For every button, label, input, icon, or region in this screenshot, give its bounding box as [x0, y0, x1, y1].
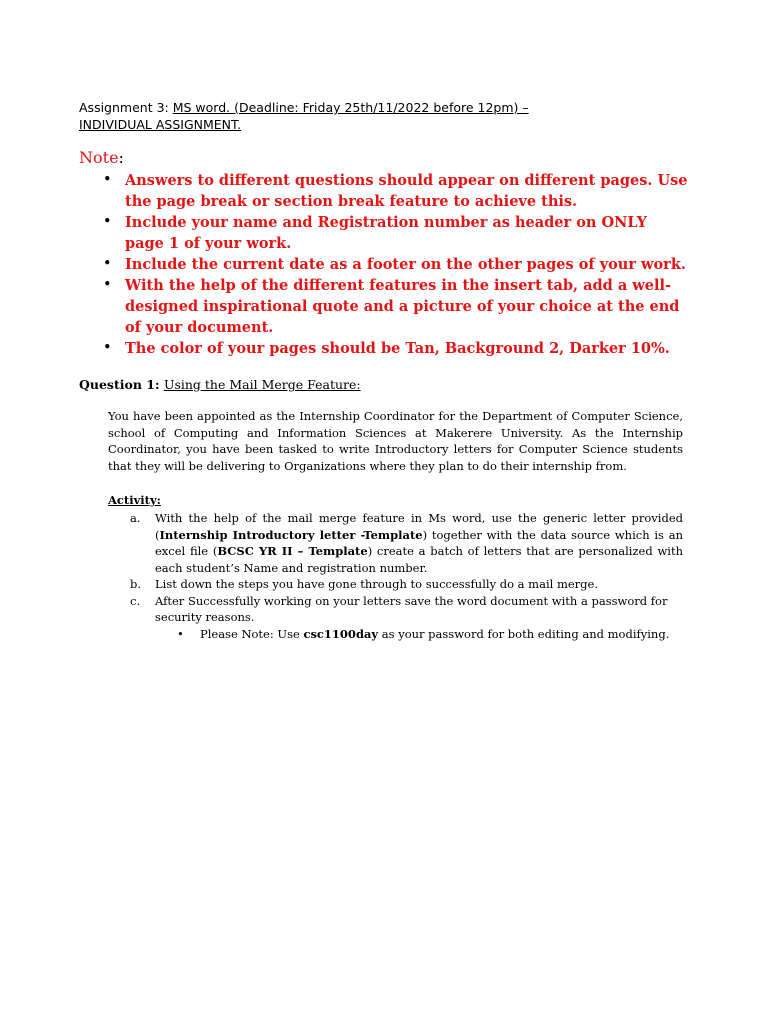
title-deadline: . (Deadline: Friday 25th/11/2022 before 12pm) –	[226, 100, 529, 115]
step-text: With the help of the mail merge feature in Ms word, use the generic letter provided (	[155, 511, 683, 542]
note-item-text: Include your name and Registration number as header on ONLY page 1 of your work.	[125, 214, 647, 252]
question-paragraph: You have been appointed as the Internship Coordinator for the Department of Computer Science, school of Computing and Information Sciences at Makerere University. As the Internship Coordinator, you have been tasked to write Introductory letters for Computer Science students that they will be delivering to Organizations where they plan to do their internship from.	[108, 409, 683, 473]
note-item	[100, 170, 690, 212]
note-item	[100, 275, 690, 338]
note-item-text: The color of your pages should be Tan, Background 2, Darker 10%.	[125, 340, 670, 357]
step-marker: b.	[130, 577, 142, 591]
activity-steps	[130, 510, 683, 626]
step-item	[130, 510, 683, 576]
note-item	[100, 212, 690, 254]
title-individual: INDIVIDUAL ASSIGNMENT.	[79, 117, 242, 132]
step-text: ) create a batch of letters that are personalized with each student’s Name and registration number.	[155, 544, 683, 575]
password-note-text: as your password for both editing and modifying.	[378, 627, 670, 641]
activity-label: Activity:	[108, 493, 161, 507]
title-ms-word: MS word	[172, 100, 227, 115]
bullet-icon: •	[103, 277, 112, 293]
password-note	[175, 626, 683, 643]
bullet-icon: •	[103, 172, 112, 188]
bullet-icon: •	[103, 256, 112, 272]
step-text: ) together with the data source which is an excel file (	[155, 527, 683, 558]
question-heading	[79, 377, 361, 392]
question-title: Using the Mail Merge Feature:	[163, 377, 361, 392]
question-number: Question 1:	[79, 377, 164, 392]
note-list	[100, 170, 690, 359]
step-text: List down the steps you have gone through to successfully do a mail merge.	[155, 577, 598, 591]
data-source-name: BCSC YR II – Template	[217, 544, 368, 558]
note-item	[100, 338, 690, 359]
password-note-list	[175, 626, 683, 643]
assignment-title	[79, 99, 639, 133]
password-value: csc1100day	[303, 627, 379, 641]
bullet-icon: •	[103, 214, 112, 230]
bullet-icon: •	[177, 627, 184, 641]
note-item-text: Answers to different questions should appear on different pages. Use the page break or section break feature to achieve this.	[125, 172, 688, 210]
note-item-text: With the help of the different features in the insert tab, add a well-designed inspirational quote and a picture of your choice at the end of your document.	[125, 277, 680, 336]
note-item-text: Include the current date as a footer on the other pages of your work.	[125, 256, 686, 273]
note-colon: :	[118, 148, 124, 167]
step-marker: c.	[130, 593, 141, 608]
password-note-text: Please Note: Use	[200, 627, 304, 641]
step-text: After Successfully working on your letters save the word document with a password for security reasons.	[155, 593, 668, 624]
step-marker: a.	[130, 511, 141, 525]
note-item	[100, 254, 690, 275]
template-name: Internship Introductory letter -Template	[159, 527, 423, 542]
note-label-text: Note	[79, 148, 119, 167]
note-heading	[79, 148, 124, 167]
step-item	[130, 593, 683, 626]
title-prefix: Assignment 3:	[79, 100, 173, 115]
step-item	[130, 576, 683, 593]
bullet-icon: •	[103, 340, 112, 356]
